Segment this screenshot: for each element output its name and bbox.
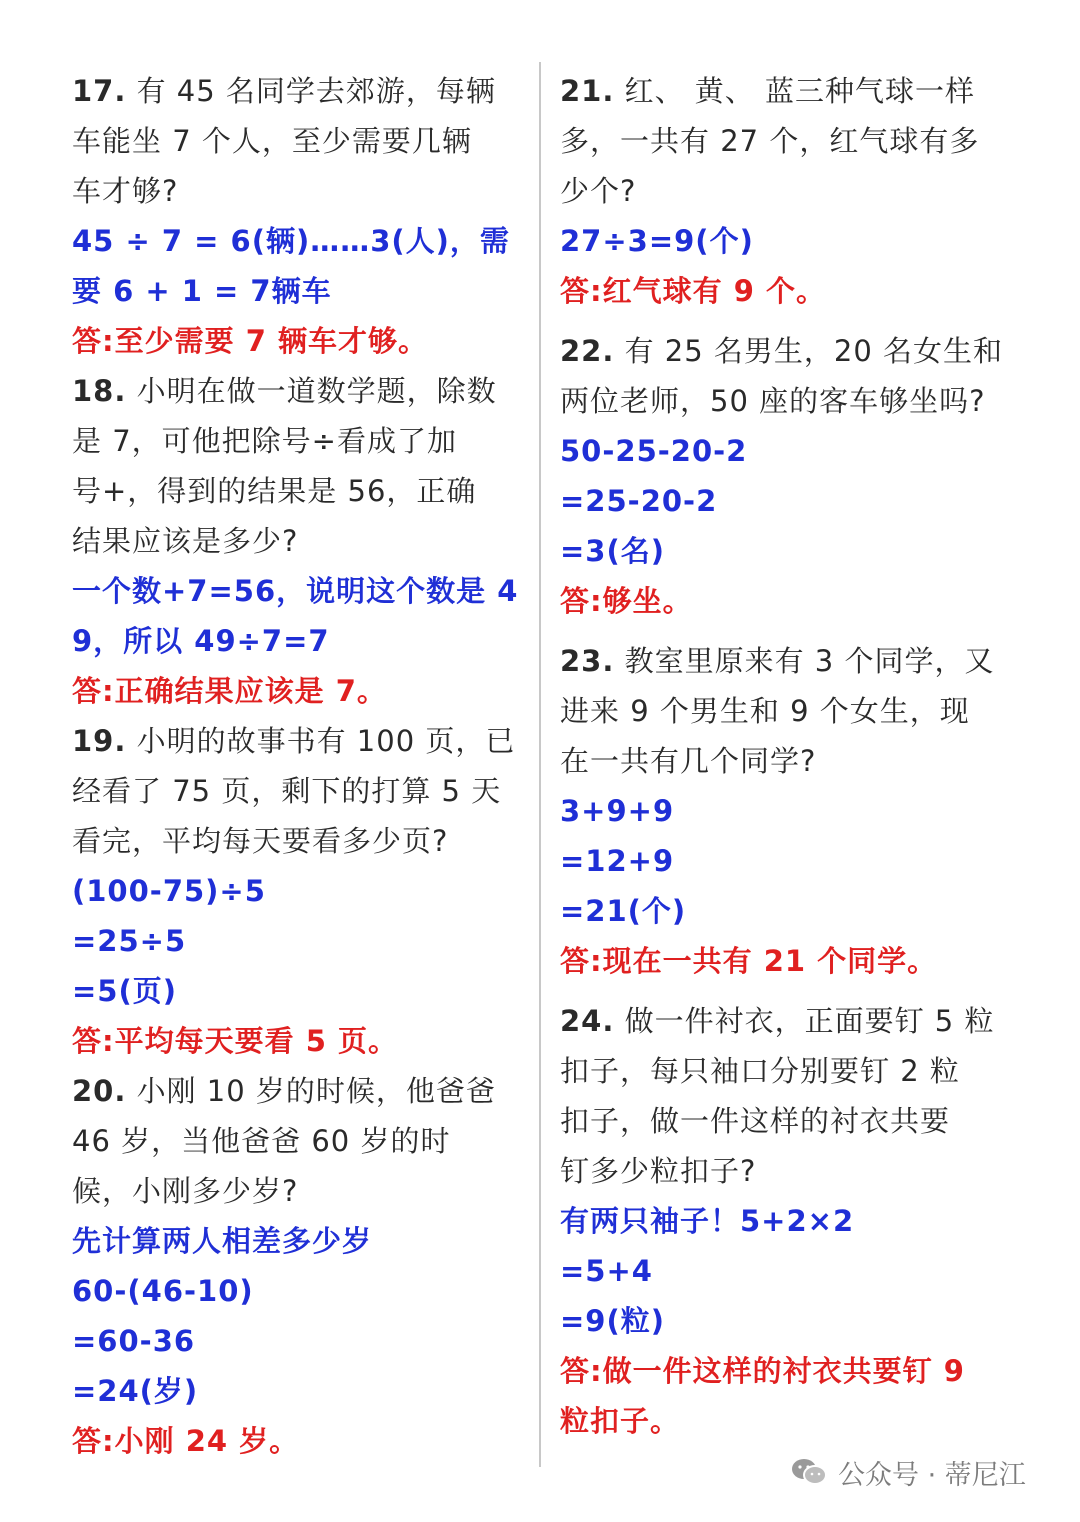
question-text: 做一件衬衣，正面要钉 5 粒 (624, 1004, 995, 1038)
question-line (72, 516, 527, 566)
solution-line: 要 6 + 1 = 7辆车 (72, 274, 332, 308)
answer-line: 答:小刚 24 岁。 (72, 1424, 300, 1458)
solution-line: 50-25-20-2 (560, 434, 748, 468)
solution-line: =21(个) (560, 894, 687, 928)
answer-line: 答:现在一共有 21 个同学。 (560, 944, 938, 978)
problem-number: 23. (560, 644, 615, 678)
problem-22 (560, 316, 1015, 626)
left-column (72, 66, 527, 1466)
answer-line: 答:够坐。 (560, 584, 693, 618)
question-text: 候，小刚多少岁? (72, 1174, 299, 1208)
column-divider (539, 62, 541, 1467)
problem-number: 17. (72, 74, 127, 108)
question-text: 看完，平均每天要看多少页? (72, 824, 449, 858)
question-line (72, 1166, 527, 1216)
question-text: 车才够? (72, 174, 179, 208)
question-line (72, 66, 527, 116)
question-line (72, 1116, 527, 1166)
question-line (72, 416, 527, 466)
question-line (72, 166, 527, 216)
answer-line: 答:做一件这样的衬衣共要钉 9 (560, 1354, 965, 1388)
problem-18 (72, 366, 527, 716)
problem-gap (560, 316, 1015, 326)
answer-line: 粒扣子。 (560, 1404, 681, 1438)
problem-19 (72, 716, 527, 1066)
solution-line: =5+4 (560, 1254, 653, 1288)
problem-17 (72, 66, 527, 366)
solution-line: 有两只袖子！5+2×2 (560, 1204, 855, 1238)
question-text: 是 7，可他把除号÷看成了加 (72, 424, 457, 458)
question-text: 教室里原来有 3 个同学，又 (624, 644, 995, 678)
question-line (72, 1066, 527, 1116)
question-line (560, 1146, 1015, 1196)
solution-line: =25-20-2 (560, 484, 718, 518)
question-line (72, 366, 527, 416)
question-text: 少个? (560, 174, 637, 208)
solution-line: 先计算两人相差多少岁 (72, 1224, 373, 1258)
question-line (560, 376, 1015, 426)
question-text: 有 25 名男生，20 名女生和 (624, 334, 1004, 368)
solution-line: 60-(46-10) (72, 1274, 254, 1308)
watermark-text: 公众号 · 蒂尼江 (838, 1459, 1026, 1491)
question-line (560, 166, 1015, 216)
question-text: 多，一共有 27 个，红气球有多 (560, 124, 980, 158)
question-line (560, 996, 1015, 1046)
question-text: 红、 黄、 蓝三种气球一样 (624, 74, 976, 108)
question-text: 有 45 名同学去郊游，每辆 (136, 74, 496, 108)
question-line (560, 736, 1015, 786)
question-line (560, 1096, 1015, 1146)
solution-line: =25÷5 (72, 924, 187, 958)
answer-line: 答:红气球有 9 个。 (560, 274, 826, 308)
question-text: 两位老师，50 座的客车够坐吗? (560, 384, 986, 418)
question-line (560, 686, 1015, 736)
question-line (560, 326, 1015, 376)
question-line (72, 716, 527, 766)
right-column (560, 66, 1015, 1446)
problem-21 (560, 66, 1015, 316)
question-text: 车能坐 7 个人，至少需要几辆 (72, 124, 472, 158)
solution-line: 27÷3=9(个) (560, 224, 754, 258)
solution-line: =12+9 (560, 844, 675, 878)
question-line (560, 116, 1015, 166)
problem-24 (560, 986, 1015, 1446)
question-text: 扣子，做一件这样的衬衣共要 (560, 1104, 951, 1138)
problem-number: 22. (560, 334, 615, 368)
question-text: 扣子，每只袖口分别要钉 2 粒 (560, 1054, 960, 1088)
problem-23 (560, 626, 1015, 986)
problem-number: 21. (560, 74, 615, 108)
solution-line: =3(名) (560, 534, 665, 568)
problem-number: 19. (72, 724, 127, 758)
wechat-icon (790, 1457, 828, 1487)
question-text: 小刚 10 岁的时候，他爸爸 (136, 1074, 496, 1108)
solution-line: 一个数+7=56，说明这个数是 4 (72, 574, 519, 608)
question-text: 经看了 75 页，剩下的打算 5 天 (72, 774, 502, 808)
problem-gap (560, 986, 1015, 996)
question-line (560, 636, 1015, 686)
question-text: 小明在做一道数学题，除数 (136, 374, 497, 408)
question-line (560, 66, 1015, 116)
solution-line: 3+9+9 (560, 794, 675, 828)
problem-number: 24. (560, 1004, 615, 1038)
problem-gap (560, 626, 1015, 636)
question-line (72, 766, 527, 816)
question-text: 钉多少粒扣子? (560, 1154, 757, 1188)
question-text: 结果应该是多少? (72, 524, 299, 558)
answer-line: 答:平均每天要看 5 页。 (72, 1024, 398, 1058)
watermark (790, 1450, 1026, 1494)
answer-line: 答:至少需要 7 辆车才够。 (72, 324, 428, 358)
solution-line: =9(粒) (560, 1304, 665, 1338)
question-line (72, 116, 527, 166)
question-line (72, 816, 527, 866)
problem-number: 18. (72, 374, 127, 408)
problem-number: 20. (72, 1074, 127, 1108)
question-text: 46 岁，当他爸爸 60 岁的时 (72, 1124, 451, 1158)
question-line (560, 1046, 1015, 1096)
solution-line: 9，所以 49÷7=7 (72, 624, 330, 658)
question-line (72, 466, 527, 516)
question-text: 进来 9 个男生和 9 个女生，现 (560, 694, 970, 728)
question-text: 小明的故事书有 100 页，已 (136, 724, 516, 758)
solution-line: 45 ÷ 7 = 6(辆)……3(人)，需 (72, 224, 510, 258)
solution-line: =60-36 (72, 1324, 196, 1358)
solution-line: (100-75)÷5 (72, 874, 266, 908)
solution-line: =5(页) (72, 974, 177, 1008)
question-text: 在一共有几个同学? (560, 744, 817, 778)
answer-line: 答:正确结果应该是 7。 (72, 674, 387, 708)
solution-line: =24(岁) (72, 1374, 199, 1408)
problem-20 (72, 1066, 527, 1466)
question-text: 号+，得到的结果是 56，正确 (72, 474, 477, 508)
